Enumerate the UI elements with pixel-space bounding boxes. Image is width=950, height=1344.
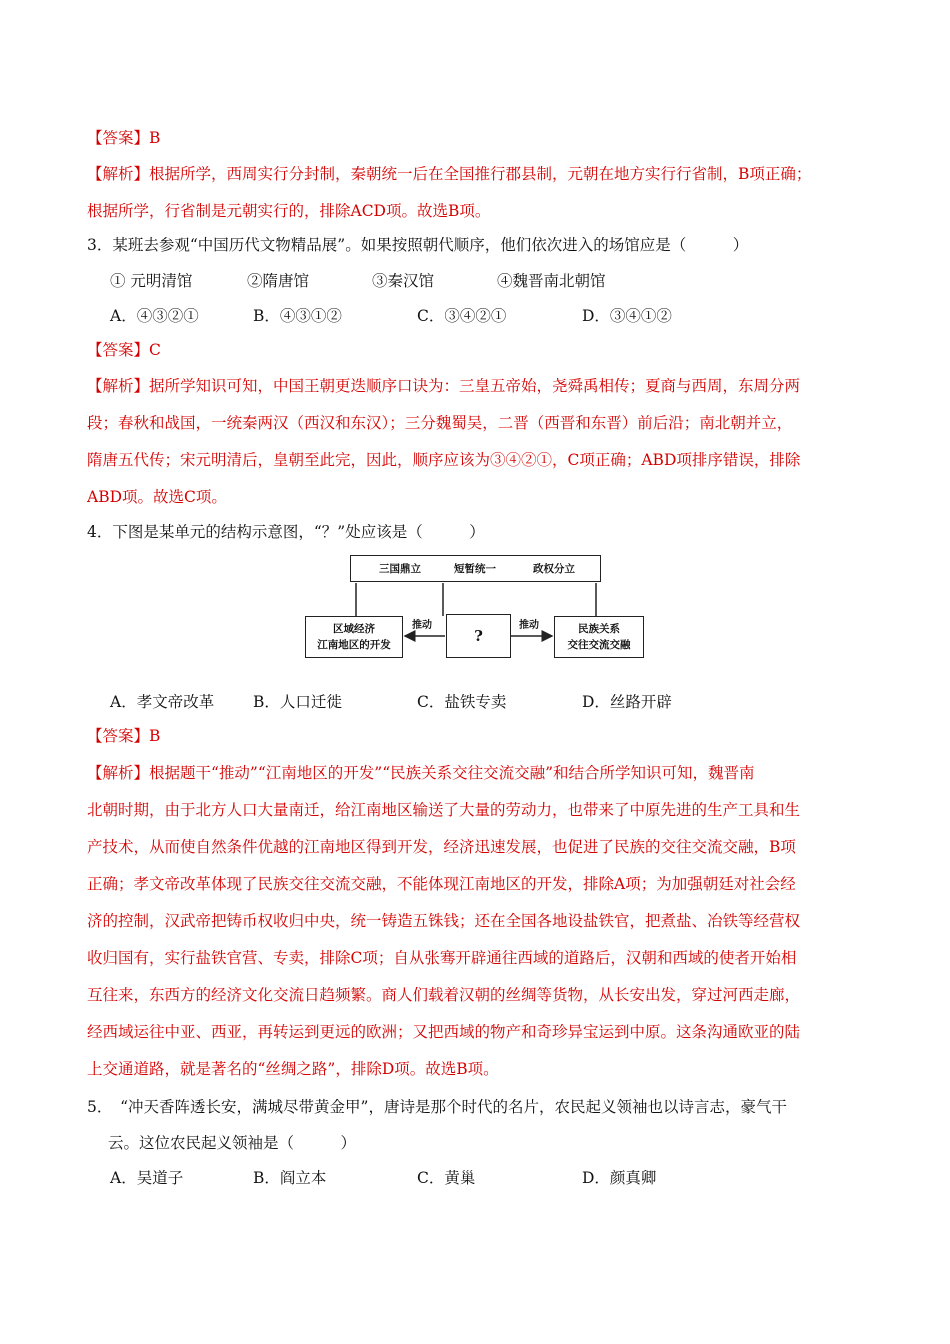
q5-stem-line-1: 5． “冲天香阵透长安，满城尽带黄金甲”，唐诗是那个时代的名片，农民起义领袖也以诗言志，豪气干 xyxy=(87,1098,787,1116)
q5-option-a: A．吴道子 xyxy=(110,1169,184,1187)
q4-analysis-line-7: 互往来，东西方的经济文化交流日趋频繁。商人们载着汉朝的丝绸等货物，从长安出发，穿过河西走廊， xyxy=(87,986,801,1004)
q4-analysis-line-5: 济的控制，汉武帝把铸币权收归中央，统一铸造五铢钱；还在全国各地设盐铁官，把煮盐、冶铁等经营权 xyxy=(87,912,801,930)
q3-option-c: C．③④②① xyxy=(417,307,507,325)
q4-analysis-line-6: 收归国有，实行盐铁官营、专卖，排除C项；自从张骞开辟通往西域的道路后，汉朝和西域的使者开始相 xyxy=(87,949,797,967)
right-box-line-2: 交往交流交融 xyxy=(567,639,631,651)
q5-stem-line-2: 云。这位农民起义领袖是（ ） xyxy=(108,1134,357,1152)
q3-analysis-line-3: 隋唐五代传；宋元明清后，皇朝至此完，因此，顺序应该为③④②①，C项正确；ABD项排序错误，排除 xyxy=(87,451,801,469)
q3-option-a: A．④③②① xyxy=(110,307,199,325)
q3-analysis-line-2: 段；春秋和战国，一统秦两汉（西汉和东汉）；三分魏蜀吴，二晋（西晋和东晋）前后沿；南北朝并立， xyxy=(87,414,793,432)
q3-option-b: B．④③①② xyxy=(253,307,342,325)
left-box-line-1: 区域经济 xyxy=(333,623,375,635)
q5-option-c: C．黄巢 xyxy=(417,1169,476,1187)
q4-option-a: A．孝文帝改革 xyxy=(110,693,215,711)
q3-hall-4: ④魏晋南北朝馆 xyxy=(497,272,606,290)
left-box-line-2: 江南地区的开发 xyxy=(317,639,391,651)
q3-option-d: D．③④①② xyxy=(582,307,672,325)
structure-diagram xyxy=(300,552,650,664)
q3-stem: 3．某班去参观“中国历代文物精品展”。如果按照朝代顺序，他们依次进入的场馆应是（ ） xyxy=(87,236,749,254)
right-box-line-1: 民族关系 xyxy=(578,623,620,635)
top-stage-3: 政权分立 xyxy=(533,562,575,575)
left-box xyxy=(305,616,403,658)
q4-analysis-line-8: 经西域运往中亚、西亚，再转运到更远的欧洲；又把西域的物产和奇珍异宝运到中原。这条沟通欧亚的陆 xyxy=(87,1023,801,1041)
q3-analysis-line-1: 【解析】据所学知识可知，中国王朝更迭顺序口诀为：三皇五帝始，尧舜禹相传；夏商与西周，东周分两 xyxy=(87,377,801,395)
q4-stem: 4．下图是某单元的结构示意图，“？”处应该是（ ） xyxy=(87,523,485,541)
q4-analysis-line-1: 【解析】根据题干“推动”“江南地区的开发”“民族关系交往交流交融”和结合所学知识可知，魏晋南 xyxy=(87,764,755,782)
q4-option-b: B．人口迁徙 xyxy=(253,693,342,711)
q3-hall-3: ③秦汉馆 xyxy=(372,272,435,290)
q3-analysis-line-4: ABD项。故选C项。 xyxy=(87,488,227,506)
q4-analysis-line-3: 产技术，从而使自然条件优越的江南地区得到开发，经济迅速发展，也促进了民族的交往交流交融，B项 xyxy=(87,838,796,856)
q4-answer: 【答案】B xyxy=(87,727,161,745)
q4-option-c: C．盐铁专卖 xyxy=(417,693,507,711)
q4-analysis-line-9: 上交通道路，就是著名的“丝绸之路”，排除D项。故选B项。 xyxy=(87,1060,499,1078)
q2-analysis-line-2: 根据所学，行省制是元朝实行的，排除ACD项。故选B项。 xyxy=(87,202,491,220)
q2-answer: 【答案】B xyxy=(87,129,161,147)
arrow-label-right: 推动 xyxy=(519,620,539,631)
center-question-mark: ? xyxy=(474,627,483,645)
q2-analysis-line-1: 【解析】根据所学，西周实行分封制，秦朝统一后在全国推行郡县制，元朝在地方实行行省制，B项正确； xyxy=(87,165,812,183)
center-question-box xyxy=(446,614,511,658)
q5-option-d: D．颜真卿 xyxy=(582,1169,657,1187)
top-timeline-box xyxy=(350,555,601,582)
q4-analysis-line-2: 北朝时期，由于北方人口大量南迁，给江南地区输送了大量的劳动力，也带来了中原先进的生产工具和生 xyxy=(87,801,801,819)
top-stage-1: 三国鼎立 xyxy=(379,562,421,575)
q3-hall-1: ① 元明清馆 xyxy=(110,272,193,290)
right-box xyxy=(554,616,644,658)
q3-answer: 【答案】C xyxy=(87,341,161,359)
q4-option-d: D．丝路开辟 xyxy=(582,693,672,711)
top-stage-2: 短暂统一 xyxy=(454,562,496,575)
arrow-label-left: 推动 xyxy=(412,620,432,631)
q4-analysis-line-4: 正确；孝文帝改革体现了民族交往交流交融，不能体现江南地区的开发，排除A项；为加强朝廷对社会经 xyxy=(87,875,796,893)
q5-option-b: B．阎立本 xyxy=(253,1169,327,1187)
q3-hall-2: ②隋唐馆 xyxy=(247,272,310,290)
